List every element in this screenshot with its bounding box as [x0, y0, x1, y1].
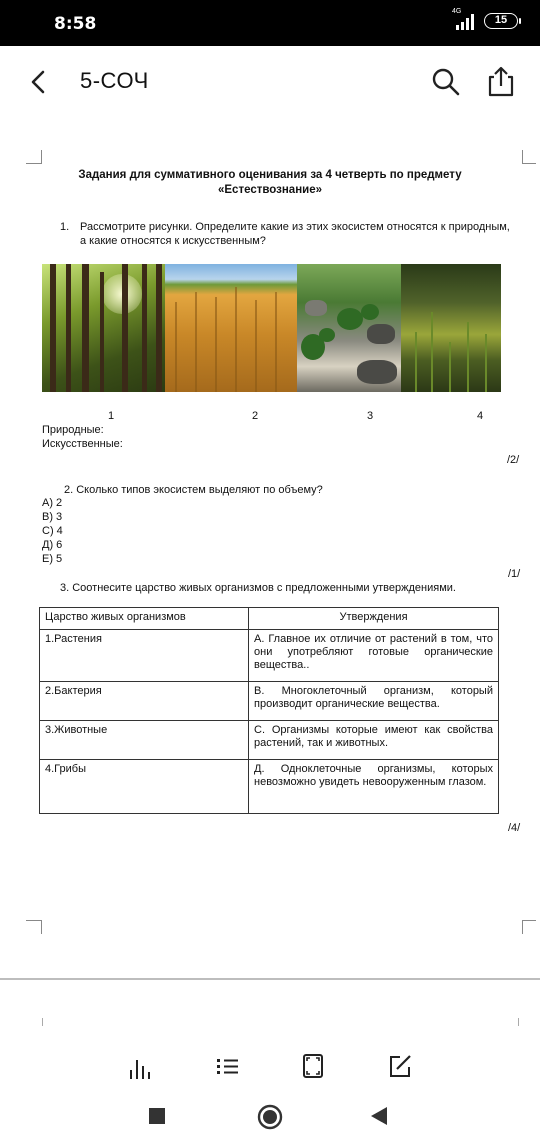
statement-letter: С. — [254, 724, 265, 736]
kingdom-cell: 2.Бактерия — [40, 682, 249, 721]
fit-page-button[interactable] — [299, 1052, 327, 1080]
page-corner-mark — [26, 920, 42, 934]
back-icon — [370, 1106, 388, 1126]
chart-icon — [126, 1052, 154, 1080]
home-button[interactable] — [257, 1104, 283, 1135]
question-2-text: 2. Сколько типов экосистем выделяют по объему? — [64, 484, 323, 496]
battery-icon: 15 — [484, 13, 518, 29]
kingdom-cell: 3.Животные — [40, 721, 249, 760]
table-row — [40, 760, 499, 814]
share-button[interactable] — [485, 64, 517, 98]
kingdom-cell: 1.Растения — [40, 630, 249, 682]
recents-icon — [148, 1107, 166, 1125]
home-icon — [257, 1104, 283, 1130]
wheat-field-photo — [165, 264, 297, 392]
score-q2: /1/ — [508, 568, 521, 580]
statement-text: Главное их отличие от растений в том, что они употребляют готовые органические вещества.. — [254, 633, 493, 671]
question-1 — [60, 220, 510, 248]
score-q1: /2/ — [507, 454, 520, 466]
answer-option: А) 2 — [42, 497, 63, 509]
score-q3: /4/ — [508, 822, 521, 834]
answer-option: В) 3 — [42, 511, 63, 523]
list-icon — [214, 1052, 242, 1080]
matching-table — [39, 607, 499, 814]
answer-option: Е) 5 — [42, 553, 63, 565]
statement-text: Организмы которые имеют как свойства растений, так и животных. — [254, 724, 494, 749]
photo-number: 3 — [367, 410, 374, 422]
edit-button[interactable] — [386, 1052, 414, 1080]
table-header-statements: Утверждения — [249, 608, 499, 630]
ecosystem-photos — [42, 264, 501, 392]
page-corner-mark — [522, 150, 536, 164]
back-button[interactable] — [22, 64, 58, 100]
statement-cell — [249, 682, 499, 721]
signal-icon — [450, 8, 476, 30]
bottom-toolbar — [0, 1040, 540, 1090]
page-separator — [0, 978, 540, 980]
answer-option: Д) 6 — [42, 539, 63, 551]
search-icon — [430, 66, 462, 98]
artificial-label: Искусственные: — [42, 438, 123, 450]
answer-option: С) 4 — [42, 525, 63, 537]
outline-button[interactable] — [214, 1052, 242, 1080]
fit-page-icon — [299, 1052, 327, 1080]
page-corner-mark — [522, 920, 536, 934]
page-corner-mark — [518, 1018, 519, 1026]
table-header-row — [40, 608, 499, 630]
statement-text: Многоклеточный организм, который производит органические вещества. — [254, 685, 493, 710]
table-row — [40, 721, 499, 760]
kingdom-cell: 4.Грибы — [40, 760, 249, 814]
document-title: 5-СОЧ — [80, 68, 149, 93]
table-row — [40, 682, 499, 721]
statement-letter: Д. — [254, 763, 265, 775]
page-corner-mark — [26, 150, 42, 164]
question-1-number: 1. — [60, 221, 70, 233]
table-header-kingdom: Царство живых организмов — [40, 608, 249, 630]
statement-cell — [249, 760, 499, 814]
pond-photo — [401, 264, 501, 392]
photo-number: 2 — [252, 410, 259, 422]
system-nav-bar — [0, 1090, 540, 1140]
statement-letter: А. — [254, 633, 265, 645]
garden-photo — [297, 264, 401, 392]
edit-icon — [386, 1052, 414, 1080]
heading-line-2: «Естествознание» — [217, 184, 323, 196]
question-1-text: Рассмотрите рисунки. Определите какие из этих экосистем относятся к природным, а какие относятся к искусственным? — [80, 221, 510, 247]
photo-number: 4 — [477, 410, 484, 422]
statement-cell — [249, 721, 499, 760]
status-indicators — [450, 8, 518, 30]
nav-back-button[interactable] — [370, 1106, 388, 1131]
statement-letter: В. — [254, 685, 265, 697]
natural-label: Природные: — [42, 424, 104, 436]
table-row — [40, 630, 499, 682]
share-icon — [485, 64, 517, 98]
back-arrow-icon — [22, 64, 58, 100]
heading-line-1: Задания для суммативного оценивания за 4 четверть по предмету — [78, 169, 462, 181]
statement-cell — [249, 630, 499, 682]
photo-number: 1 — [108, 410, 115, 422]
forest-photo — [42, 264, 165, 392]
search-button[interactable] — [430, 66, 462, 98]
question-3-text: 3. Соотнесите царство живых организмов с предложенными утверждениями. — [60, 582, 456, 594]
status-bar — [0, 0, 540, 46]
status-time: 8:58 — [54, 14, 97, 34]
page-corner-mark — [42, 1018, 43, 1026]
app-bar — [0, 46, 540, 118]
chart-button[interactable] — [126, 1052, 154, 1080]
statement-text: Одноклеточные организмы, которых невозможно увидеть невооруженным глазом. — [254, 763, 493, 788]
document-heading — [0, 168, 540, 198]
recents-button[interactable] — [148, 1107, 166, 1130]
network-type: 4G — [452, 8, 462, 15]
